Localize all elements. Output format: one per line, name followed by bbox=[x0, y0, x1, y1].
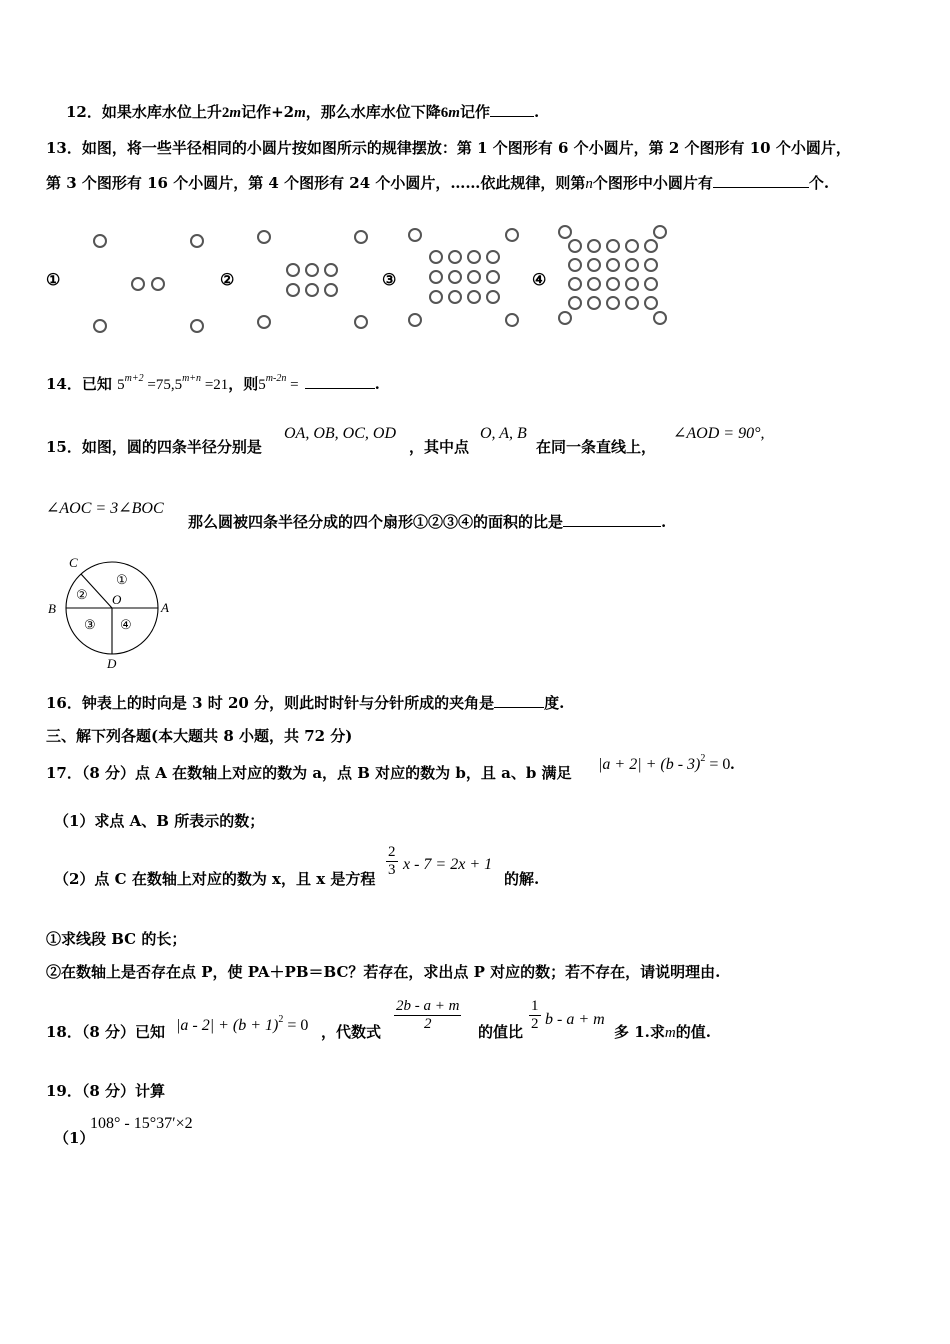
q18-number: 18． bbox=[46, 1023, 82, 1041]
question-18: 18．（8 分）已知 bbox=[46, 1023, 166, 1041]
question-14: 14．已知 $5^{m+2} =75,5^{m+n} =21$，则$5^{m-2n}$ = . bbox=[46, 373, 380, 393]
question-15-line2: 那么圆被四条半径分成的四个扇形①②③④的面积的比是 . bbox=[188, 513, 667, 531]
q14-equation: $5^{m+2} =75,5^{m+n} =21$ bbox=[117, 373, 229, 393]
q17-subpart1: ①求线段 BC 的长； bbox=[46, 930, 187, 948]
q17-number: 17． bbox=[46, 764, 82, 782]
sector-4-label: ④ bbox=[120, 617, 132, 632]
q19-number: 19． bbox=[46, 1082, 82, 1100]
question-19: 19．（8 分）计算 bbox=[46, 1082, 166, 1100]
q17-part1: （1）求点 A、B 所表示的数； bbox=[54, 812, 265, 830]
figure-label-4: ④ bbox=[532, 272, 547, 289]
q18-condition: $|a - 2| + (b + 1)^2 = 0$ bbox=[176, 1014, 309, 1034]
question-17: 17．（8 分）点 A 在数轴上对应的数为 a，点 B 对应的数为 b，且 a、b 满足 bbox=[46, 764, 572, 782]
figure-13-circle-patterns bbox=[40, 222, 680, 342]
q15-number: 15． bbox=[46, 438, 82, 456]
figure-label-3: ③ bbox=[382, 272, 397, 289]
answer-blank[interactable] bbox=[563, 512, 661, 527]
q17-part2: （2）点 C 在数轴上对应的数为 x，且 x 是方程 bbox=[54, 870, 376, 888]
question-12: 12．如果水库水位上升2m记作+2m，那么水库水位下降6m记作 . bbox=[66, 103, 540, 121]
sector-1-label: ① bbox=[116, 572, 128, 587]
q15-radii: OA, OB, OC, OD bbox=[284, 425, 396, 442]
figure-label-1: ① bbox=[46, 272, 61, 289]
q17-fraction: $\frac{2}{3}$ bbox=[388, 844, 396, 878]
sector-2-label: ② bbox=[76, 587, 88, 602]
q19-expression: 108° - 15°37′×2 bbox=[90, 1115, 193, 1132]
q15-angle-aod: ∠AOD = 90°, bbox=[673, 425, 765, 442]
sector-3-label: ③ bbox=[84, 617, 96, 632]
question-13-line2: 第 3 个图形有 16 个小圆片，第 4 个图形有 24 个小圆片，……依此规律，则第n个图形中小圆片有 个. bbox=[46, 174, 830, 192]
q17-equation: x - 7 = 2x + 1 bbox=[403, 856, 493, 873]
question-13-line1: 13．如图，将一些半径相同的小圆片按如图所示的规律摆放：第 1 个图形有 6 个小圆片，第 2 个图形有 10 个小圆片， bbox=[46, 139, 851, 157]
point-d-label: D bbox=[107, 656, 117, 671]
point-o-label: O bbox=[112, 592, 122, 607]
answer-blank[interactable] bbox=[494, 693, 544, 708]
q12-number: 12． bbox=[66, 103, 102, 121]
answer-blank[interactable] bbox=[305, 374, 375, 389]
q18-fraction-1: $\frac{2b - a + m}{2}$ bbox=[396, 998, 460, 1032]
q15-points: O, A, B bbox=[480, 425, 527, 442]
q14-number: 14． bbox=[46, 375, 82, 393]
figure-15-circle-sectors bbox=[44, 552, 184, 674]
question-15-line1: 15．如图，圆的四条半径分别是 bbox=[46, 438, 262, 456]
q15-angle-aoc: ∠AOC = 3∠BOC bbox=[46, 500, 164, 517]
q17-subpart2: ②在数轴上是否存在点 P，使 PA＋PB＝BC？若存在，求出点 P 对应的数；若不存在，请说明理由. bbox=[46, 963, 721, 981]
section-heading: 三、解下列各题(本大题共 8 小题，共 72 分) bbox=[46, 727, 353, 745]
figure-label-2: ② bbox=[220, 272, 235, 289]
point-b-label: B bbox=[48, 601, 56, 616]
q16-number: 16． bbox=[46, 694, 82, 712]
answer-blank[interactable] bbox=[490, 102, 534, 117]
q17-condition: |a + 2| + (b - 3)$^2$ = 0. bbox=[598, 753, 735, 773]
question-16: 16．钟表上的时向是 3 时 20 分，则此时时针与分针所成的夹角是 度. bbox=[46, 694, 565, 712]
q19-part1: （1） bbox=[54, 1129, 95, 1147]
q13-number: 13． bbox=[46, 139, 82, 157]
answer-blank[interactable] bbox=[713, 173, 809, 188]
q18-fraction-2: $\frac{1}{2}$ bbox=[531, 998, 539, 1032]
point-a-label: A bbox=[161, 600, 169, 615]
point-c-label: C bbox=[69, 555, 78, 570]
